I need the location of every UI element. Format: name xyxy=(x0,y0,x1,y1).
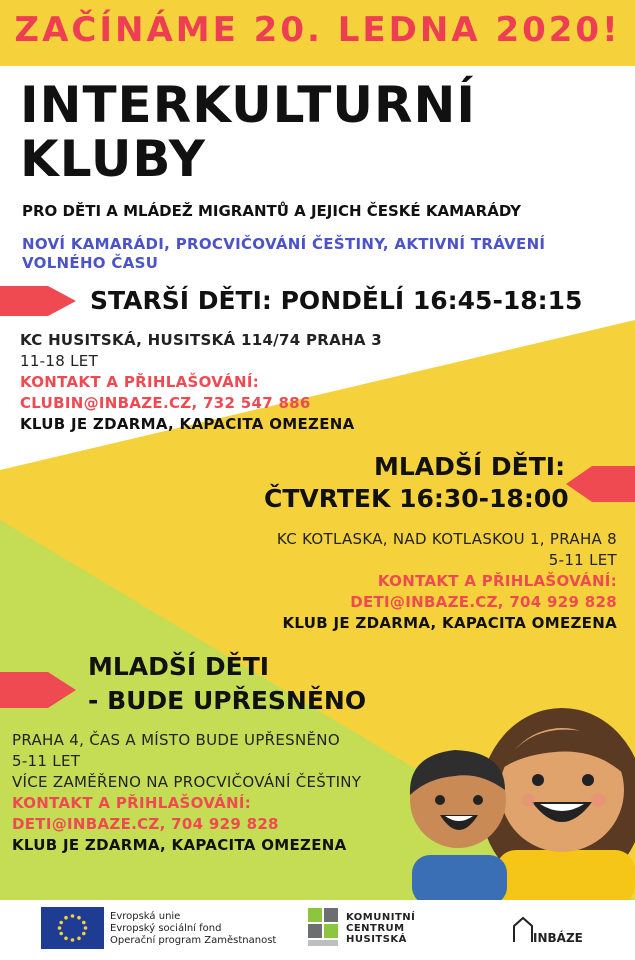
section3-contact-label: KONTAKT A PŘIHLAŠOVÁNÍ: xyxy=(12,794,252,812)
section3-heading-line2: - BUDE UPŘESNĚNO xyxy=(88,686,367,715)
inbaze-logo-text: INBÁZE xyxy=(533,931,583,945)
tagline: NOVÍ KAMARÁDI, PROCVIČOVÁNÍ ČEŠTINY, AKTIVNÍ TRÁVENÍ VOLNÉHO ČASU xyxy=(22,235,546,272)
section2-contact-label: KONTAKT A PŘIHLAŠOVÁNÍ: xyxy=(377,572,617,590)
section1-note: KLUB JE ZDARMA, KAPACITA OMEZENA xyxy=(20,415,355,433)
section3-heading-line1: MLADŠÍ DĚTI xyxy=(88,652,270,681)
section2-note: KLUB JE ZDARMA, KAPACITA OMEZENA xyxy=(282,614,617,632)
kc-husitska-logo xyxy=(308,908,344,950)
kc-line-3: HUSITSKÁ xyxy=(346,934,407,945)
section3-place: PRAHA 4, ČAS A MÍSTO BUDE UPŘESNĚNO xyxy=(12,731,340,749)
subtitle: PRO DĚTI A MLÁDEŽ MIGRANTŮ A JEJICH ČESKÉ KAMARÁDY xyxy=(22,202,522,220)
title-line-1: INTERKULTURNÍ xyxy=(20,76,476,134)
section3-note: KLUB JE ZDARMA, KAPACITA OMEZENA xyxy=(12,836,347,854)
section1-age: 11-18 LET xyxy=(20,352,99,370)
kc-line-1: KOMUNITNÍ xyxy=(346,912,416,923)
page-title xyxy=(20,78,476,186)
eu-line-1: Evropská unie xyxy=(110,911,181,922)
section2-heading-line1: MLADŠÍ DĚTI: xyxy=(374,452,566,481)
eu-flag-icon xyxy=(41,907,104,949)
kc-line-2: CENTRUM xyxy=(346,923,405,934)
section2-info xyxy=(245,529,617,634)
eu-line-3: Operační program Zaměstnanost xyxy=(110,935,277,946)
section1-contact[interactable]: CLUBIN@INBAZE.CZ, 732 547 886 xyxy=(20,394,311,412)
section3-info xyxy=(12,730,361,856)
start-date-banner: ZAČÍNÁME 20. LEDNA 2020! xyxy=(14,10,621,50)
title-line-2: KLUBY xyxy=(20,130,207,188)
section3-focus: VÍCE ZAMĚŘENO NA PROCVIČOVÁNÍ ČEŠTINY xyxy=(12,773,362,791)
section2-heading-line2: ČTVRTEK 16:30-18:00 xyxy=(264,484,569,513)
section2-age: 5-11 LET xyxy=(548,551,617,569)
kc-husitska-text xyxy=(346,912,415,945)
section1-info xyxy=(20,330,382,435)
section1-contact-label: KONTAKT A PŘIHLAŠOVÁNÍ: xyxy=(20,373,260,391)
red-arrow-1 xyxy=(0,286,76,316)
section3-age: 5-11 LET xyxy=(12,752,81,770)
section3-contact[interactable]: DETI@INBAZE.CZ, 704 929 828 xyxy=(12,815,279,833)
section1-place: KC HUSITSKÁ, HUSITSKÁ 114/74 PRAHA 3 xyxy=(20,331,383,349)
section2-place: KC KOTLASKA, NAD KOTLASKOU 1, PRAHA 8 xyxy=(276,530,617,548)
eu-funding-text xyxy=(110,911,276,947)
section1-heading: STARŠÍ DĚTI: PONDĚLÍ 16:45-18:15 xyxy=(90,286,583,315)
inbaze-house-icon xyxy=(512,916,534,944)
eu-line-2: Evropský sociální fond xyxy=(110,923,222,934)
section2-contact[interactable]: DETI@INBAZE.CZ, 704 929 828 xyxy=(350,593,617,611)
